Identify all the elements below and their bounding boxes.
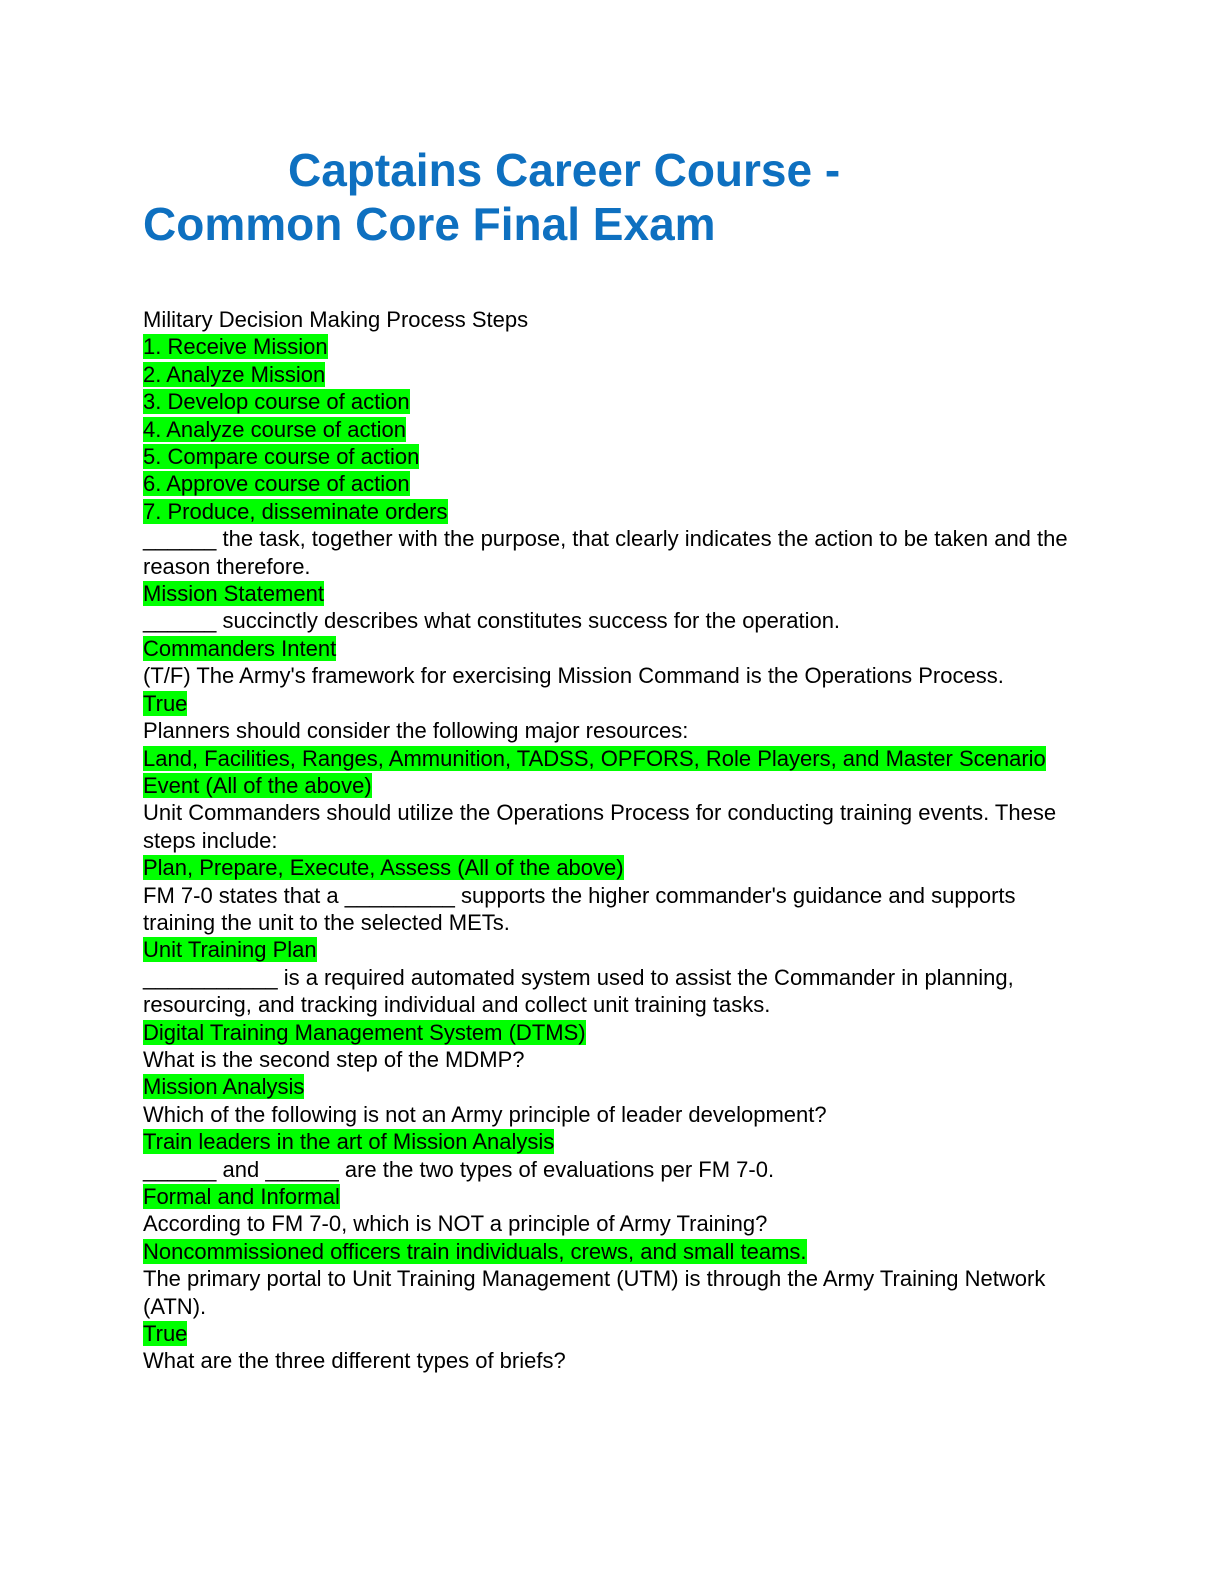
answer-text: Noncommissioned officers train individuals, crews, and small teams. bbox=[143, 1238, 807, 1264]
answer-text: 5. Compare course of action bbox=[143, 444, 420, 470]
question-line bbox=[143, 607, 1083, 634]
question-text: (T/F) The Army's framework for exercising Mission Command is the Operations Process. bbox=[143, 663, 1004, 689]
question-line bbox=[143, 799, 1083, 854]
answer-line bbox=[143, 1128, 1083, 1155]
question-line bbox=[143, 882, 1083, 937]
answer-text: True bbox=[143, 690, 188, 716]
answer-line bbox=[143, 1183, 1083, 1210]
question-line bbox=[143, 1347, 1083, 1374]
answer-text: Formal and Informal bbox=[143, 1184, 340, 1209]
answer-text: 7. Produce, disseminate orders bbox=[143, 498, 448, 524]
question-text: ______ and ______ are the two types of evaluations per FM 7-0. bbox=[143, 1156, 775, 1182]
answer-line bbox=[143, 1019, 1083, 1046]
question-line bbox=[143, 525, 1083, 580]
answer-text: Unit Training Plan bbox=[143, 937, 317, 963]
question-line bbox=[143, 1210, 1083, 1237]
answer-text: Plan, Prepare, Execute, Assess (All of the above) bbox=[143, 855, 624, 881]
answer-text: 3. Develop course of action bbox=[143, 389, 410, 415]
answer-text: 2. Analyze Mission bbox=[143, 361, 326, 387]
question-text: What is the second step of the MDMP? bbox=[143, 1046, 525, 1072]
answer-line bbox=[143, 333, 1083, 360]
answer-line bbox=[143, 443, 1083, 470]
question-line bbox=[143, 717, 1083, 744]
answer-line bbox=[143, 936, 1083, 963]
answer-line bbox=[143, 416, 1083, 443]
answer-text: Mission Analysis bbox=[143, 1074, 305, 1100]
question-text: According to FM 7-0, which is NOT a principle of Army Training? bbox=[143, 1211, 768, 1237]
answer-text: 6. Approve course of action bbox=[143, 471, 410, 497]
answer-line bbox=[143, 388, 1083, 415]
answer-text: Train leaders in the art of Mission Analysis bbox=[143, 1129, 555, 1155]
answer-line bbox=[143, 854, 1083, 881]
question-text: Military Decision Making Process Steps bbox=[143, 307, 529, 332]
answer-line bbox=[143, 498, 1083, 525]
question-line bbox=[143, 1156, 1083, 1183]
question-line bbox=[143, 306, 1083, 333]
answer-line bbox=[143, 580, 1083, 607]
question-line bbox=[143, 1101, 1083, 1128]
answer-line bbox=[143, 1073, 1083, 1100]
answer-text: 1. Receive Mission bbox=[143, 334, 328, 360]
question-text: ___________ is a required automated system used to assist the Commander in planning, resourcing, and tracking individual and collect unit training tasks. bbox=[143, 964, 1014, 1018]
title-line-1: Captains Career Course - bbox=[288, 144, 841, 196]
question-text: FM 7-0 states that a _________ supports the higher commander's guidance and supports training the unit to the selected METs. bbox=[143, 882, 1016, 935]
answer-line bbox=[143, 690, 1083, 717]
question-text: Planners should consider the following major resources: bbox=[143, 718, 689, 744]
answer-text: Mission Statement bbox=[143, 581, 324, 607]
question-line bbox=[143, 1265, 1083, 1320]
answer-line bbox=[143, 1320, 1083, 1347]
question-text: What are the three different types of briefs? bbox=[143, 1348, 566, 1374]
answer-line bbox=[143, 361, 1083, 388]
title-line-2: Common Core Final Exam bbox=[143, 198, 716, 250]
question-text: Unit Commanders should utilize the Operations Process for conducting training events. These steps include: bbox=[143, 800, 1057, 853]
answer-line bbox=[143, 470, 1083, 497]
document-title bbox=[143, 143, 1083, 251]
question-text: The primary portal to Unit Training Management (UTM) is through the Army Training Network (ATN). bbox=[143, 1266, 1046, 1319]
answer-line bbox=[143, 745, 1083, 800]
answer-text: Commanders Intent bbox=[143, 635, 337, 661]
answer-line bbox=[143, 1238, 1083, 1265]
question-line bbox=[143, 662, 1083, 689]
question-text: ______ succinctly describes what constitutes success for the operation. bbox=[143, 608, 841, 634]
question-text: Which of the following is not an Army principle of leader development? bbox=[143, 1101, 827, 1127]
answer-text: 4. Analyze course of action bbox=[143, 416, 406, 442]
question-text: ______ the task, together with the purpose, that clearly indicates the action to be taken and the reason therefore. bbox=[143, 526, 1068, 579]
answer-line bbox=[143, 635, 1083, 662]
answer-text: Land, Facilities, Ranges, Ammunition, TADSS, OPFORS, Role Players, and Master Scenario Event (All of the above) bbox=[143, 745, 1046, 798]
document-body bbox=[143, 306, 1083, 1375]
answer-text: Digital Training Management System (DTMS) bbox=[143, 1019, 586, 1045]
question-line bbox=[143, 1046, 1083, 1073]
question-line bbox=[143, 964, 1083, 1019]
answer-text: True bbox=[143, 1321, 188, 1347]
